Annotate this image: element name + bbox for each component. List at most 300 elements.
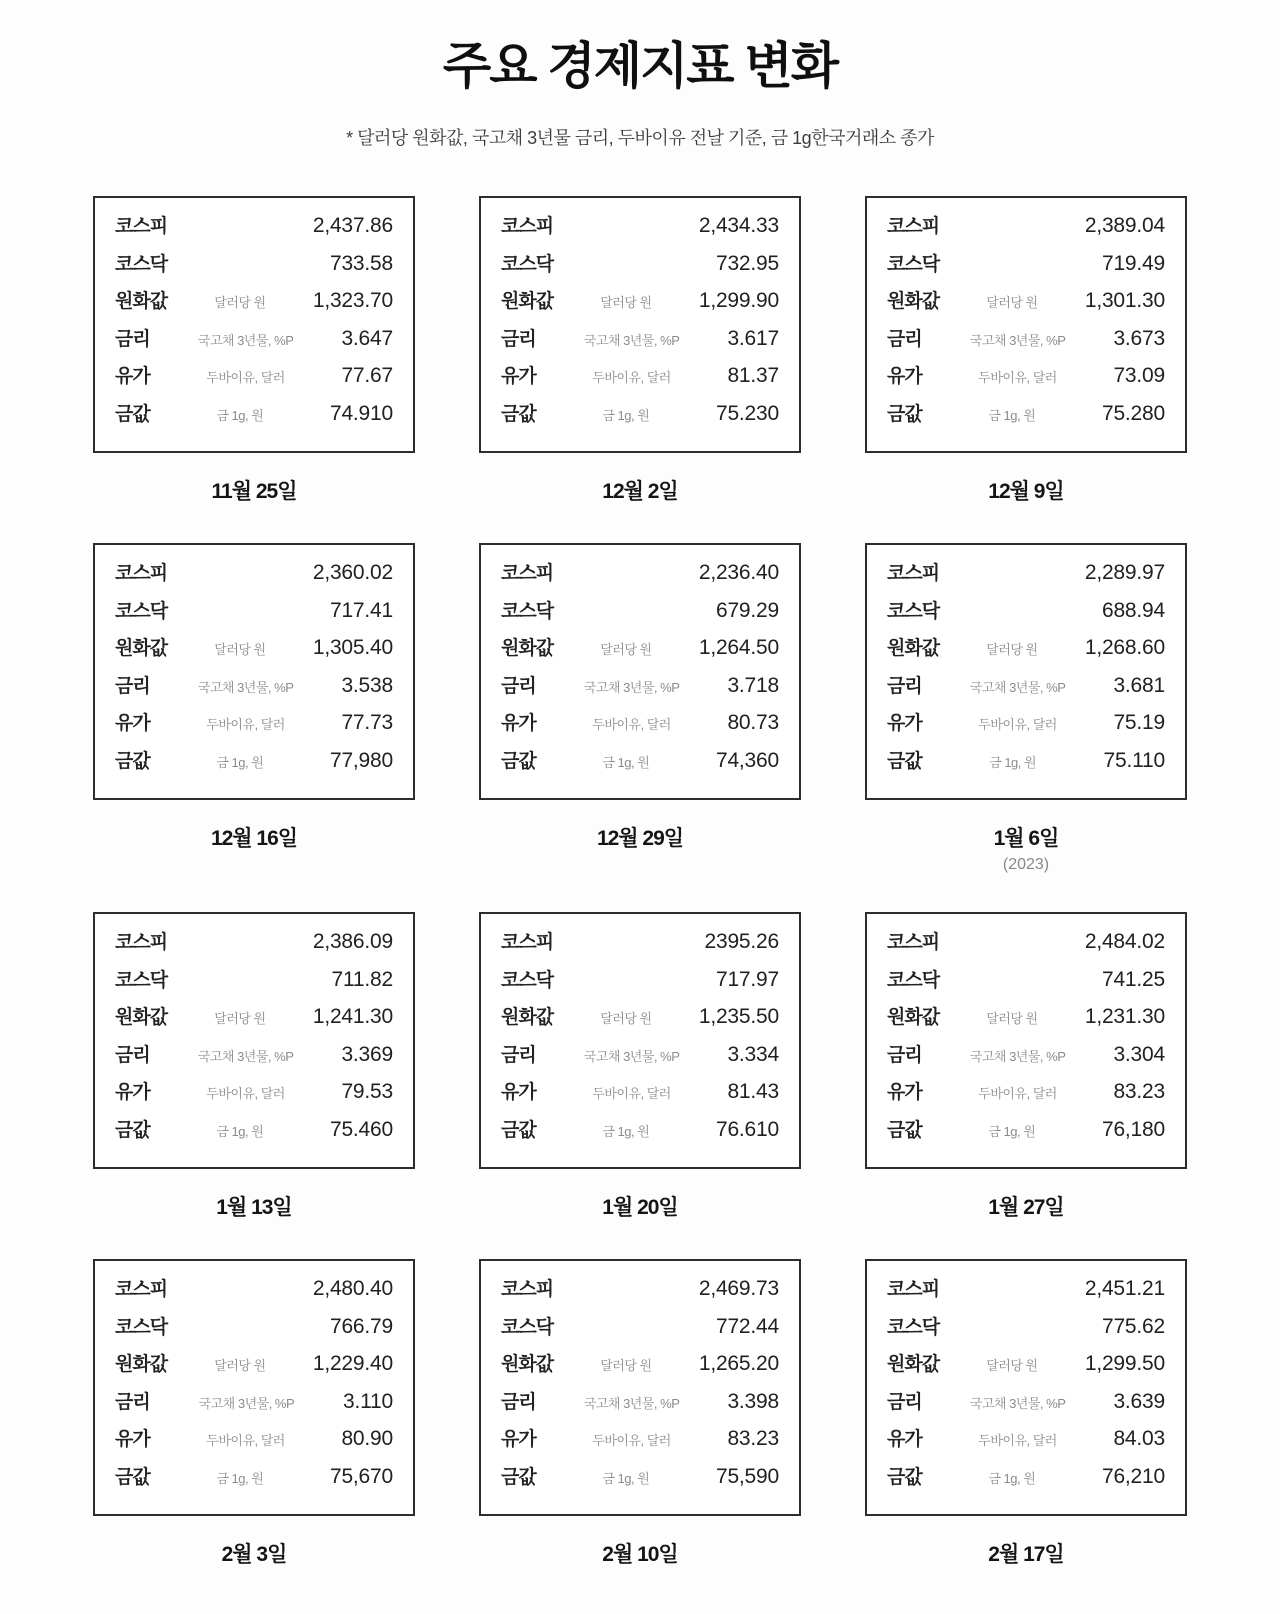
card-row	[887, 361, 1165, 399]
indicator-sublabel: 금 1g, 원	[216, 407, 264, 423]
indicator-label: 금리	[887, 675, 922, 697]
indicator-label: 유가	[115, 366, 150, 387]
card-row	[115, 249, 393, 287]
indicator-label: 유가	[887, 1082, 922, 1103]
indicator-value: 717.97	[715, 967, 779, 991]
indicator-label: 코스피	[501, 932, 554, 953]
card-row	[115, 211, 393, 249]
indicator-label: 코스닥	[887, 253, 940, 275]
card-cell	[865, 912, 1187, 1221]
indicator-card	[865, 1259, 1187, 1516]
indicator-card	[93, 543, 415, 800]
indicator-value: 1,241.30	[312, 1005, 393, 1028]
card-year-note: (2023)	[1002, 856, 1050, 873]
indicator-value: 719.49	[1101, 251, 1165, 275]
card-date-label: 1월 6일	[993, 827, 1059, 850]
indicator-label: 유가	[887, 366, 922, 387]
indicator-label: 금리	[115, 1391, 150, 1413]
indicator-value: 717.41	[329, 598, 393, 622]
indicator-value: 75.280	[1101, 401, 1165, 425]
indicator-sublabel: 금 1g, 원	[988, 407, 1036, 423]
indicator-value: 81.43	[727, 1080, 779, 1103]
indicator-sublabel: 두바이유, 달러	[206, 1086, 285, 1101]
card-cell	[479, 912, 801, 1221]
card-row	[501, 399, 779, 437]
indicator-value: 80.73	[727, 711, 779, 734]
indicator-value: 81.37	[727, 364, 779, 387]
indicator-value: 75,670	[329, 1464, 393, 1488]
indicator-label: 원화값	[887, 1007, 940, 1028]
card-row	[887, 1312, 1165, 1350]
indicator-label: 코스피	[887, 216, 940, 237]
indicator-value: 732.95	[715, 251, 779, 275]
card-row	[115, 965, 393, 1003]
card-row	[887, 286, 1165, 324]
card-row	[115, 633, 393, 671]
indicator-label: 원화값	[887, 638, 940, 659]
indicator-label: 코스닥	[501, 1316, 554, 1338]
indicator-label: 유가	[501, 1429, 536, 1450]
indicator-sublabel: 국고채 3년물, %P	[583, 679, 680, 695]
indicator-card	[93, 1259, 415, 1516]
indicator-value: 2,236.40	[698, 561, 779, 584]
indicator-sublabel: 달러당 원	[986, 295, 1038, 310]
indicator-label: 금리	[501, 1391, 536, 1413]
indicator-value: 77,980	[329, 748, 393, 772]
indicator-value: 2,469.73	[698, 1277, 779, 1300]
indicator-sublabel: 두바이유, 달러	[978, 717, 1057, 732]
indicator-sublabel: 국고채 3년물, %P	[583, 1048, 680, 1064]
indicator-sublabel: 두바이유, 달러	[592, 1433, 671, 1448]
indicator-label: 금값	[887, 1119, 922, 1141]
indicator-value: 1,323.70	[312, 289, 393, 312]
card-cell	[479, 543, 801, 874]
indicator-card	[865, 912, 1187, 1169]
indicator-value: 2,360.02	[312, 561, 393, 584]
indicator-card	[479, 912, 801, 1169]
indicator-sublabel: 달러당 원	[214, 642, 266, 657]
indicator-label: 금리	[887, 1391, 922, 1413]
indicator-label: 금값	[501, 1119, 536, 1141]
indicator-label: 금리	[501, 1044, 536, 1066]
card-cell	[865, 196, 1187, 505]
indicator-label: 금값	[115, 750, 150, 772]
indicator-value: 766.79	[329, 1314, 393, 1338]
card-row	[501, 324, 779, 362]
indicator-label: 유가	[115, 713, 150, 734]
card-row	[887, 1424, 1165, 1462]
card-row	[501, 361, 779, 399]
card-row	[115, 1387, 393, 1425]
indicator-sublabel: 두바이유, 달러	[978, 1086, 1057, 1101]
indicator-card	[93, 196, 415, 453]
card-row	[887, 965, 1165, 1003]
indicator-sublabel: 달러당 원	[214, 1011, 266, 1026]
indicator-label: 유가	[887, 713, 922, 734]
indicator-label: 원화값	[115, 1007, 168, 1028]
card-row	[115, 1002, 393, 1040]
indicator-value: 775.62	[1101, 1314, 1165, 1338]
card-row	[115, 671, 393, 709]
indicator-value: 84.03	[1113, 1427, 1165, 1450]
card-row	[887, 1115, 1165, 1153]
indicator-label: 원화값	[887, 291, 940, 312]
card-row	[115, 324, 393, 362]
indicator-sublabel: 금 1g, 원	[602, 1470, 650, 1486]
card-row	[501, 558, 779, 596]
card-row	[501, 1002, 779, 1040]
indicator-value: 3.110	[343, 1389, 393, 1413]
card-row	[115, 1312, 393, 1350]
card-row	[887, 399, 1165, 437]
indicator-sublabel: 금 1g, 원	[216, 1123, 264, 1139]
indicator-card	[93, 912, 415, 1169]
card-row	[887, 927, 1165, 965]
indicator-label: 원화값	[501, 1354, 554, 1375]
card-row	[115, 1040, 393, 1078]
indicator-sublabel: 금 1g, 원	[602, 754, 650, 770]
indicator-label: 원화값	[115, 291, 168, 312]
indicator-label: 원화값	[501, 1007, 554, 1028]
card-date-label: 1월 27일	[988, 1196, 1064, 1219]
indicator-label: 코스닥	[501, 600, 554, 622]
card-date-label: 2월 17일	[988, 1543, 1064, 1566]
indicator-sublabel: 달러당 원	[600, 642, 652, 657]
indicator-value: 3.681	[1113, 673, 1165, 697]
indicator-card	[479, 543, 801, 800]
indicator-label: 금리	[501, 328, 536, 350]
card-row	[115, 596, 393, 634]
indicator-sublabel: 두바이유, 달러	[592, 717, 671, 732]
card-row	[887, 211, 1165, 249]
indicator-value: 2,386.09	[312, 930, 393, 953]
indicator-sublabel: 두바이유, 달러	[206, 370, 285, 385]
indicator-value: 3.304	[1113, 1042, 1165, 1066]
card-date-label: 12월 29일	[596, 827, 684, 850]
card-date-label: 11월 25일	[211, 480, 297, 503]
card-row	[501, 1349, 779, 1387]
indicator-sublabel: 국고채 3년물, %P	[583, 332, 680, 348]
card-row	[887, 249, 1165, 287]
page-subtitle: * 달러당 원화값, 국고채 3년물 금리, 두바이유 전날 기준, 금 1g한국거래소 종가	[346, 128, 934, 148]
card-row	[887, 671, 1165, 709]
card-row	[887, 1077, 1165, 1115]
card-cell	[865, 1259, 1187, 1568]
card-row	[115, 286, 393, 324]
card-row	[115, 1462, 393, 1500]
card-row	[115, 708, 393, 746]
indicator-label: 코스피	[115, 1279, 168, 1300]
indicator-value: 1,231.30	[1084, 1005, 1165, 1028]
indicator-value: 2,484.02	[1084, 930, 1165, 953]
indicator-value: 1,268.60	[1084, 636, 1165, 659]
indicator-sublabel: 달러당 원	[214, 1358, 266, 1373]
indicator-sublabel: 금 1g, 원	[216, 754, 264, 770]
indicator-value: 77.67	[341, 364, 393, 387]
card-row	[887, 1274, 1165, 1312]
card-row	[115, 361, 393, 399]
indicator-label: 금리	[115, 1044, 150, 1066]
indicator-value: 733.58	[329, 251, 393, 275]
indicator-label: 코스닥	[887, 1316, 940, 1338]
indicator-label: 코스피	[115, 932, 168, 953]
indicator-sublabel: 국고채 3년물, %P	[583, 1395, 680, 1411]
indicator-sublabel: 달러당 원	[986, 1358, 1038, 1373]
indicator-value: 2,437.86	[312, 214, 393, 237]
card-date-label: 2월 3일	[221, 1543, 287, 1566]
indicator-label: 금값	[887, 1466, 922, 1488]
indicator-label: 금값	[115, 1466, 150, 1488]
indicator-value: 75,590	[715, 1464, 779, 1488]
card-row	[501, 1040, 779, 1078]
indicator-label: 금리	[115, 675, 150, 697]
indicator-label: 유가	[115, 1082, 150, 1103]
indicator-card	[479, 1259, 801, 1516]
card-row	[115, 746, 393, 784]
card-row	[887, 633, 1165, 671]
indicator-label: 코스닥	[115, 1316, 168, 1338]
card-row	[501, 249, 779, 287]
indicator-label: 코스닥	[115, 969, 168, 991]
card-row	[501, 708, 779, 746]
indicator-sublabel: 두바이유, 달러	[978, 370, 1057, 385]
card-row	[501, 1424, 779, 1462]
indicator-label: 금값	[115, 403, 150, 425]
indicator-sublabel: 두바이유, 달러	[206, 717, 285, 732]
indicator-value: 3.617	[727, 326, 779, 350]
card-row	[887, 708, 1165, 746]
indicator-label: 금리	[887, 328, 922, 350]
indicator-value: 3.398	[727, 1389, 779, 1413]
indicator-value: 1,301.30	[1084, 289, 1165, 312]
card-cell	[865, 543, 1187, 874]
indicator-value: 1,264.50	[698, 636, 779, 659]
indicator-value: 75.110	[1103, 748, 1165, 772]
indicator-value: 79.53	[341, 1080, 393, 1103]
indicator-label: 금값	[501, 1466, 536, 1488]
card-cell	[479, 1259, 801, 1568]
indicator-sublabel: 금 1g, 원	[602, 407, 650, 423]
indicator-sublabel: 금 1g, 원	[989, 754, 1037, 770]
indicator-value: 2,480.40	[312, 1277, 393, 1300]
card-row	[501, 1312, 779, 1350]
card-row	[887, 1002, 1165, 1040]
indicator-value: 75.19	[1113, 711, 1165, 734]
indicator-value: 3.718	[727, 673, 779, 697]
indicator-value: 73.09	[1113, 364, 1165, 387]
indicator-value: 3.647	[341, 326, 393, 350]
indicator-label: 코스피	[501, 216, 554, 237]
indicator-sublabel: 국고채 3년물, %P	[197, 332, 294, 348]
indicator-label: 코스닥	[115, 253, 168, 275]
card-cell	[479, 196, 801, 505]
indicator-value: 3.639	[1113, 1389, 1165, 1413]
indicator-value: 679.29	[715, 598, 779, 622]
card-row	[501, 1274, 779, 1312]
card-date-label: 12월 9일	[988, 480, 1064, 503]
indicator-label: 유가	[887, 1429, 922, 1450]
indicator-sublabel: 금 1g, 원	[988, 1470, 1036, 1486]
indicator-value: 74.910	[329, 401, 393, 425]
indicator-sublabel: 국고채 3년물, %P	[197, 1048, 294, 1064]
indicator-value: 2,389.04	[1084, 214, 1165, 237]
card-row	[501, 1462, 779, 1500]
indicator-value: 83.23	[727, 1427, 779, 1450]
indicator-card	[865, 196, 1187, 453]
indicator-label: 코스닥	[501, 253, 554, 275]
indicator-label: 코스피	[501, 1279, 554, 1300]
card-row	[887, 1040, 1165, 1078]
card-row	[501, 211, 779, 249]
card-row	[115, 1077, 393, 1115]
card-date-label: 12월 2일	[602, 480, 678, 503]
indicator-sublabel: 국고채 3년물, %P	[969, 332, 1066, 348]
indicator-value: 1,299.90	[698, 289, 779, 312]
indicator-value: 75.460	[329, 1117, 393, 1141]
card-row	[887, 558, 1165, 596]
card-date-label: 12월 16일	[210, 827, 298, 850]
indicator-value: 772.44	[715, 1314, 779, 1338]
card-row	[115, 399, 393, 437]
indicator-value: 1,235.50	[698, 1005, 779, 1028]
indicator-sublabel: 두바이유, 달러	[592, 1086, 671, 1101]
indicator-label: 유가	[115, 1429, 150, 1450]
indicator-value: 76,180	[1101, 1117, 1165, 1141]
card-row	[501, 633, 779, 671]
indicator-label: 코스닥	[887, 969, 940, 991]
indicator-label: 금값	[501, 750, 536, 772]
indicator-label: 금값	[501, 403, 536, 425]
indicator-value: 3.334	[727, 1042, 779, 1066]
indicator-sublabel: 국고채 3년물, %P	[198, 1395, 295, 1411]
indicator-label: 금리	[887, 1044, 922, 1066]
indicator-label: 코스피	[501, 563, 554, 584]
indicator-card	[865, 543, 1187, 800]
indicator-value: 741.25	[1101, 967, 1165, 991]
indicator-sublabel: 금 1g, 원	[602, 1123, 650, 1139]
indicator-value: 2395.26	[704, 930, 779, 953]
indicator-sublabel: 달러당 원	[600, 295, 652, 310]
page-title: 주요 경제지표 변화	[442, 38, 838, 94]
indicator-value: 77.73	[341, 711, 393, 734]
indicator-sublabel: 국고채 3년물, %P	[969, 679, 1066, 695]
indicator-value: 1,265.20	[698, 1352, 779, 1375]
card-date-label: 2월 10일	[602, 1543, 678, 1566]
card-row	[887, 596, 1165, 634]
card-cell	[93, 912, 415, 1221]
cards-grid	[0, 196, 1280, 1614]
indicator-label: 금리	[115, 328, 150, 350]
indicator-value: 83.23	[1113, 1080, 1165, 1103]
indicator-label: 코스피	[115, 216, 168, 237]
card-row	[887, 324, 1165, 362]
indicator-label: 코스피	[887, 563, 940, 584]
indicator-sublabel: 두바이유, 달러	[206, 1433, 285, 1448]
card-row	[501, 1115, 779, 1153]
card-date-label: 1월 20일	[602, 1196, 678, 1219]
indicator-value: 2,289.97	[1084, 561, 1165, 584]
card-row	[501, 1077, 779, 1115]
indicator-label: 금값	[887, 403, 922, 425]
indicator-value: 2,451.21	[1084, 1277, 1165, 1300]
card-row	[501, 671, 779, 709]
indicator-label: 원화값	[501, 638, 554, 659]
indicator-value: 688.94	[1101, 598, 1165, 622]
indicator-label: 원화값	[887, 1354, 940, 1375]
indicator-value: 1,305.40	[312, 636, 393, 659]
card-row	[115, 927, 393, 965]
indicator-value: 74,360	[715, 748, 779, 772]
card-row	[501, 596, 779, 634]
card-row	[501, 1387, 779, 1425]
indicator-card	[479, 196, 801, 453]
indicator-label: 원화값	[115, 1354, 168, 1375]
indicator-label: 코스닥	[887, 600, 940, 622]
indicator-label: 금값	[115, 1119, 150, 1141]
indicator-sublabel: 두바이유, 달러	[978, 1433, 1057, 1448]
indicator-sublabel: 달러당 원	[986, 1011, 1038, 1026]
indicator-value: 3.673	[1113, 326, 1165, 350]
card-row	[115, 1115, 393, 1153]
indicator-sublabel: 두바이유, 달러	[592, 370, 671, 385]
indicator-label: 원화값	[501, 291, 554, 312]
indicator-label: 금리	[501, 675, 536, 697]
indicator-value: 3.538	[341, 673, 393, 697]
card-row	[115, 1349, 393, 1387]
indicator-value: 76.610	[715, 1117, 779, 1141]
indicator-sublabel: 금 1g, 원	[216, 1470, 264, 1486]
indicator-value: 2,434.33	[698, 214, 779, 237]
indicator-value: 80.90	[341, 1427, 393, 1450]
card-row	[887, 1387, 1165, 1425]
indicator-sublabel: 금 1g, 원	[988, 1123, 1036, 1139]
card-row	[887, 1349, 1165, 1387]
indicator-sublabel: 국고채 3년물, %P	[969, 1048, 1066, 1064]
indicator-label: 코스피	[115, 563, 168, 584]
card-row	[887, 746, 1165, 784]
indicator-sublabel: 국고채 3년물, %P	[969, 1395, 1066, 1411]
card-row	[115, 1424, 393, 1462]
indicator-value: 75.230	[715, 401, 779, 425]
card-row	[115, 1274, 393, 1312]
indicator-label: 금값	[887, 750, 922, 772]
card-row	[501, 927, 779, 965]
card-row	[501, 965, 779, 1003]
indicator-label: 유가	[501, 366, 536, 387]
indicator-label: 코스닥	[501, 969, 554, 991]
indicator-label: 코스피	[887, 1279, 940, 1300]
card-row	[501, 286, 779, 324]
indicator-value: 1,299.50	[1084, 1352, 1165, 1375]
indicator-label: 코스닥	[115, 600, 168, 622]
card-cell	[93, 1259, 415, 1568]
card-row	[115, 558, 393, 596]
indicator-sublabel: 달러당 원	[986, 642, 1038, 657]
indicator-label: 유가	[501, 1082, 536, 1103]
indicator-sublabel: 달러당 원	[600, 1358, 652, 1373]
indicator-value: 76,210	[1101, 1464, 1165, 1488]
card-date-label: 1월 13일	[216, 1196, 292, 1219]
indicator-label: 원화값	[115, 638, 168, 659]
indicator-label: 유가	[501, 713, 536, 734]
card-row	[501, 746, 779, 784]
indicator-label: 코스피	[887, 932, 940, 953]
indicator-value: 3.369	[341, 1042, 393, 1066]
indicator-value: 1,229.40	[312, 1352, 393, 1375]
indicator-sublabel: 국고채 3년물, %P	[197, 679, 294, 695]
card-row	[887, 1462, 1165, 1500]
indicator-sublabel: 달러당 원	[600, 1011, 652, 1026]
